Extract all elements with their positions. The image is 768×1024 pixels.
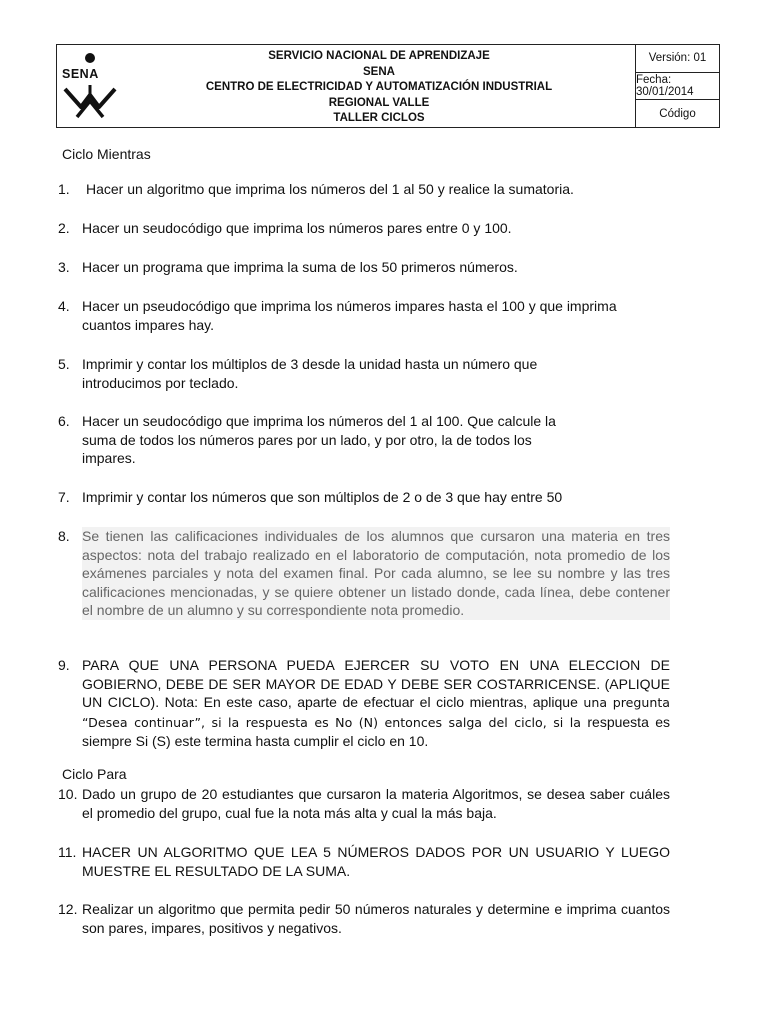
- sena-logo-icon: [57, 45, 123, 127]
- list-item-6: 6. Hacer un seudocódigo que imprima los números del 1 al 100. Que calcule la suma de todos los números pares por un lado, y por otro, la de todos los impares.: [58, 413, 556, 466]
- list-item-2: 2. Hacer un seudocódigo que imprima los números pares entre 0 y 100.: [58, 220, 512, 236]
- list-item-12: 12. Realizar un algoritmo que permita pedir 50 números naturales y determine e imprima cuantos son pares, impares, positivos y negativos.: [58, 901, 670, 936]
- section-ciclo-para: Ciclo Para: [62, 766, 127, 782]
- list-item-10: 10. Dado un grupo de 20 estudiantes que cursaron la materia Algoritmos, se desea saber cuáles el promedio del grupo, cual fue la nota más alta y cual la más baja.: [58, 786, 670, 821]
- title-line-2: SENA: [363, 65, 395, 78]
- codigo-cell: Código: [659, 107, 696, 120]
- header-meta: [636, 45, 719, 127]
- list-item-11: 11. HACER UN ALGORITMO QUE LEA 5 NÚMEROS DADOS POR UN USUARIO Y LUEGO MUESTRE EL RESULTADO DE LA SUMA.: [58, 844, 670, 879]
- list-item-9: 9. PARA QUE UNA PERSONA PUEDA EJERCER SU VOTO EN UNA ELECCION DE GOBIERNO, DEBE DE SER MAYOR DE EDAD Y DEBE SER COSTARRICENSE. (APLIQUE UN CICLO). Nota: En este caso, aparte de efectuar el ciclo mientras, aplique una pregunta “Desea continuar”, si la respuesta es No (N) entonces salga del ciclo, si la respuesta es siempre Si (S) este termina hasta cumplir el ciclo en 10.: [58, 657, 671, 749]
- document-header: [56, 44, 720, 128]
- sena-logo: [57, 45, 123, 127]
- title-line-5: TALLER CICLOS: [333, 112, 425, 124]
- list-item-3: 3. Hacer un programa que imprima la suma de los 50 primeros números.: [58, 259, 518, 275]
- header-title-block: [123, 45, 636, 127]
- fecha-cell: Fecha: 30/01/2014: [636, 73, 719, 101]
- list-item-4: 4. Hacer un pseudocódigo que imprima los números impares hasta el 100 y que imprima cuantos impares hay.: [58, 298, 617, 333]
- list-item-8: 8. Se tienen las calificaciones individuales de los alumnos que cursaron una materia en tres aspectos: nota del trabajo realizado en el laboratorio de computación, nota promedio de los exámenes parciales y nota del examen final. Por cada alumno, se lee su nombre y las tres calificaciones mencionadas, y se quiere obtener un listado donde, cada línea, debe contener el nombre de un alumno y su correspondiente nota promedio.: [58, 528, 670, 618]
- section-ciclo-mientras: Ciclo Mientras: [62, 146, 151, 162]
- item-9-text-b: una pregunta “Desea continuar”, si la respuesta es No (N) entonces salga del ciclo, si la: [82, 695, 670, 730]
- logo-text: SENA: [62, 67, 99, 81]
- list-item-7: 7. Imprimir y contar los números que son múltiplos de 2 o de 3 que hay entre 50: [58, 489, 563, 505]
- item-9-text-a: PARA QUE UNA PERSONA PUEDA EJERCER SU VOTO EN UNA ELECCION DE GOBIERNO, DEBE DE SER MAYOR DE EDAD Y DEBE SER COSTARRICENSE. (APLIQUE UN CICLO). Nota: En este caso, aparte de efectuar el ciclo mientras, aplique: [82, 657, 670, 710]
- list-item-5: 5. Imprimir y contar los múltiplos de 3 desde la unidad hasta un número que introducimos por teclado.: [58, 356, 538, 391]
- version-cell: Versión: 01: [636, 45, 719, 73]
- title-line-3: CENTRO DE ELECTRICIDAD Y AUTOMATIZACIÓN INDUSTRIAL: [205, 81, 553, 93]
- item-9-text-c: respuesta es siempre Si (S) este termina hasta cumplir el ciclo en 10.: [82, 713, 671, 749]
- title-line-4: REGIONAL VALLE: [328, 96, 430, 109]
- list-item-1: 1. Hacer un algoritmo que imprima los números del 1 al 50 y realice la sumatoria.: [58, 181, 574, 197]
- title-line-1: SERVICIO NACIONAL DE APRENDIZAJE: [268, 50, 490, 62]
